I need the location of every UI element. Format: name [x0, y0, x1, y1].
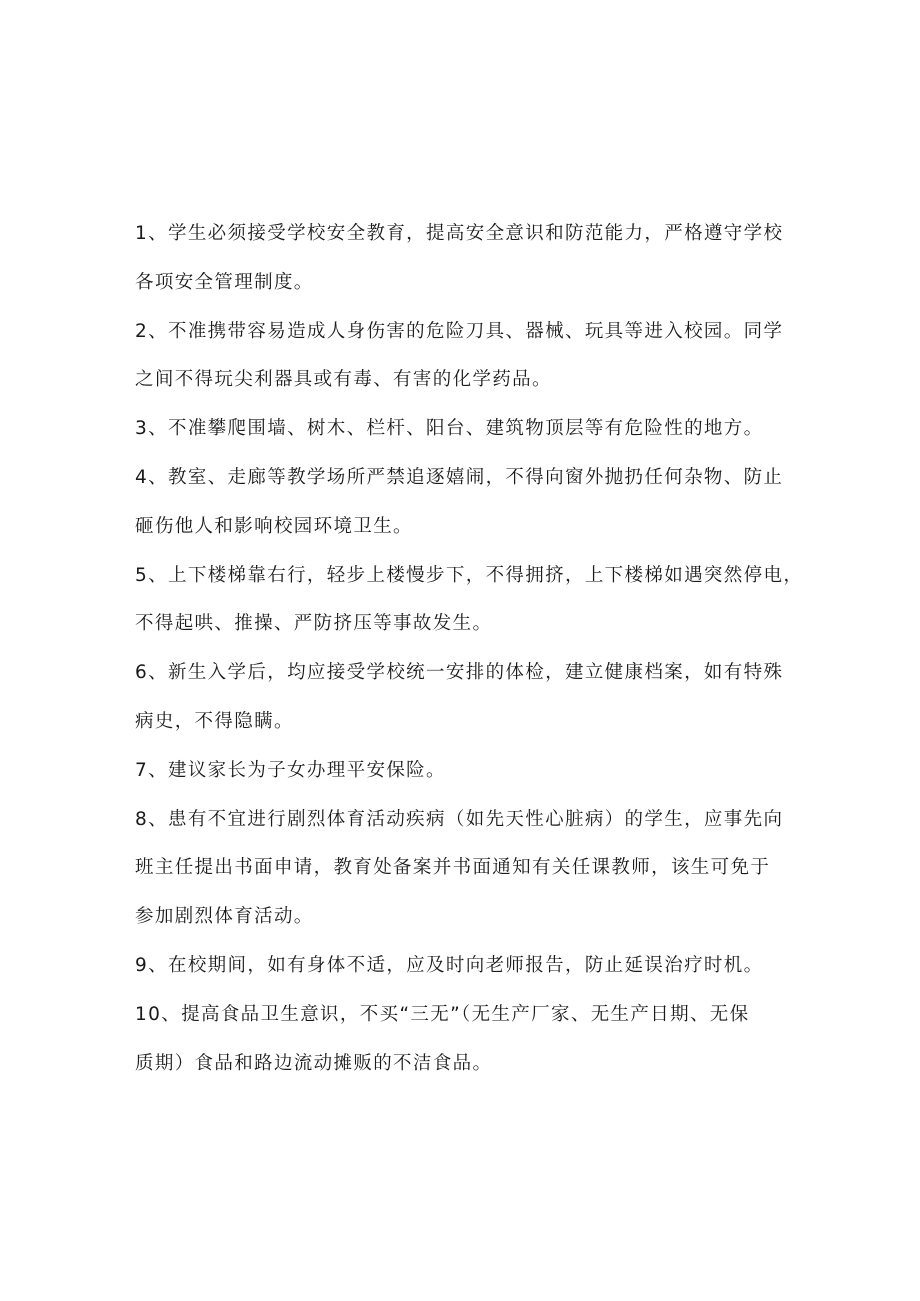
rule-4-line-1: 4、教室、走廊等教学场所严禁追逐嬉闹，不得向窗外抛扔任何杂物、防止 — [135, 466, 784, 488]
rule-10-line-2: 质期）食品和路边流动摊贩的不洁食品。 — [135, 1052, 493, 1074]
rule-8-line-2: 班主任提出书面申请，教育处备案并书面通知有关任课教师，该生可免于 — [135, 857, 771, 879]
rule-10-line-1: 10、提高食品卫生意识，不买“三无”（无生产厂家、无生产日期、无保 — [135, 1003, 750, 1025]
rule-6-line-1: 6、新生入学后，均应接受学校统一安排的体检，建立健康档案，如有特殊 — [135, 662, 784, 684]
rule-1-line-1: 1、学生必须接受学校安全教育，提高安全意识和防范能力，严格遵守学校 — [135, 223, 784, 244]
rule-4-line-2: 砸伤他人和影响校园环境卫生。 — [135, 515, 413, 537]
rule-9-line-1: 9、在校期间，如有身体不适，应及时向老师报告，防止延误治疗时机。 — [135, 954, 764, 976]
safety-rules-list — [135, 210, 804, 1088]
rule-5-line-2: 不得起哄、推操、严防挤压等事故发生。 — [135, 613, 493, 635]
rule-3-line-1: 3、不准攀爬围墙、树木、栏杆、阳台、建筑物顶层等有危险性的地方。 — [135, 418, 764, 440]
rule-8-line-3: 参加剧烈体育活动。 — [135, 906, 314, 928]
rule-2-line-2: 之间不得玩尖利器具或有毒、有害的化学药品。 — [135, 369, 552, 391]
rule-6-line-2: 病史，不得隐瞒。 — [135, 710, 294, 732]
rule-2-line-1: 2、不准携带容易造成人身伤害的危险刀具、器械、玩具等进入校园。同学 — [135, 320, 784, 342]
rule-7-line-1: 7、建议家长为子女办理平安保险。 — [135, 759, 446, 781]
rule-5-line-1: 5、上下楼梯靠右行，轻步上楼慢步下，不得拥挤，上下楼梯如遇突然停电， — [135, 564, 804, 586]
rule-1-line-2: 各项安全管理制度。 — [135, 271, 314, 293]
rule-8-line-1: 8、患有不宜进行剧烈体育活动疾病（如先天性心脏病）的学生，应事先向 — [135, 808, 784, 830]
